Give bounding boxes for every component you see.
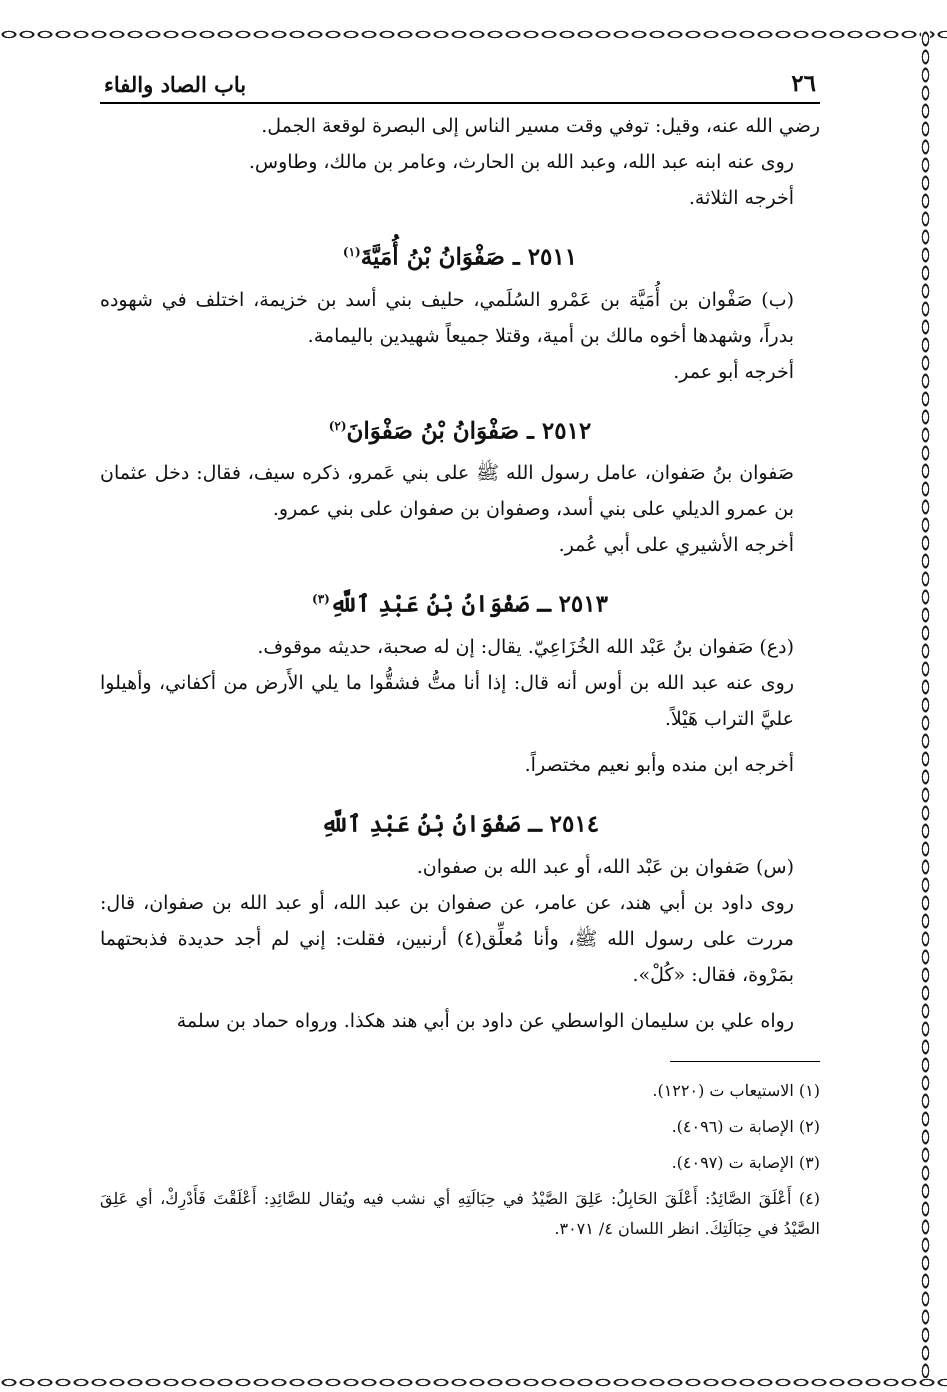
- entry-paragraph: رواه علي بن سليمان الواسطي عن داود بن أبي هند هكذا. ورواه حماد بن سلمة: [176, 1009, 794, 1032]
- entry-title-2511: ٢٥١١ ـ صَفْوَانُ بْنُ أُمَيَّةَ$^{(١)}$: [342, 243, 578, 271]
- footnote: (٢) الإصابة ت (٤٠٩٦).: [671, 1116, 820, 1136]
- intro-line: رضي الله عنه، وقيل: توفي وقت مسير الناس إلى البصرة لوقعة الجمل.: [261, 115, 820, 137]
- footnote: (٣) الإصابة ت (٤٠٩٧).: [671, 1152, 820, 1172]
- footnote: (٤) أَعْلَقَ الصَّائِدُ: أَعْلَقَ الحَابِلُ: عَلِقَ الصَّيْدُ في حِبَالَتِهِ أي نشب فيه ويُقال للصَّائِدِ: أَعْلَقْتَ فَأَدْرِكْ، أي عَلِقَ الصَّيْدُ في حِبَالَتِكَ. انظر اللسان ٤/ ٣٠٧١.: [100, 1188, 821, 1238]
- entry-paragraph: روى عنه عبد الله بن أوس أنه قال: إذا أنا متُّ فشقُّوا ما يلي الأَرض من أكفاني، وأهيلوا عليَّ التراب هَيْلاً.: [100, 671, 794, 730]
- entry-title-2513: ٢٥١٣ ـ صَفْوَانُ بْنُ عَبْدِ ٱللَّهِ$^{(٣)}$: [312, 590, 608, 618]
- footnote: (١) الاستيعاب ت (١٢٢٠).: [652, 1080, 820, 1100]
- intro-line: روى عنه ابنه عبد الله، وعبد الله بن الحارث، وعامر بن مالك، وطاوس.: [248, 151, 794, 173]
- chapter-title: باب الصاد والفاء: [104, 72, 247, 97]
- decorative-border-bottom: [0, 1378, 947, 1387]
- entry-paragraph: روى داود بن أبي هند، عن عامر، عن صفوان بن عبد الله، أو عبد الله بن صفوان، قال: مررت على رسول الله ﷺ، وأنا مُعلِّق(٤) أرنبين، فقلت: إني لم أجد حديدة فذبحتهما بمَرْوة، فقال: «كُلْ».: [100, 891, 794, 986]
- entry-title-2514: ٢٥١٤ ـ صَفْوَانُ بْنُ عَبْدِ ٱللَّهِ: [320, 810, 600, 838]
- entry-paragraph: أخرجه ابن منده وأبو نعيم مختصراً.: [524, 753, 794, 776]
- entry-paragraph: (ب) صَفْوان بن أُمَيَّة بن عَمْرو السُلَمي، حليف بني أسد بن خزيمة، اختلف في شهوده بدراً، وشهدها أخوه مالك بن أمية، وقتلا جميعاً شهيدين باليمامة.: [100, 288, 794, 347]
- entry-paragraph: (س) صَفوان بن عَبْد الله، أو عبد الله بن صفوان.: [416, 855, 794, 878]
- decorative-border-right: [921, 30, 930, 1387]
- entry-paragraph: صَفوان بنُ صَفوان، عامل رسول الله ﷺ على بني عَمرو، ذكره سيف، فقال: دخل عثمان بن عمرو الديلي على بني أسد، وصفوان بن صفوان على بني عمرو.: [100, 462, 794, 521]
- page-number: ٢٦: [791, 70, 816, 97]
- decorative-border-top: [0, 30, 947, 39]
- page: [100, 70, 820, 1250]
- entry-paragraph: (دع) صَفوان بنُ عَبْد الله الخُزَاعِيّ. يقال: إن له صحبة، حديثه موقوف.: [257, 635, 794, 658]
- entry-paragraph: أخرجه أبو عمر.: [673, 360, 794, 383]
- running-header: [100, 70, 820, 102]
- main-text: [100, 108, 820, 1039]
- entry-paragraph: أخرجه الأشيري على أبي عُمر.: [558, 534, 794, 557]
- footnotes: [100, 1076, 820, 1244]
- intro-line: أخرجه الثلاثة.: [688, 187, 794, 209]
- footnote-separator: [670, 1061, 820, 1062]
- entry-title-2512: ٢٥١٢ ـ صَفْوَانُ بْنُ صَفْوَانَ$^{(٢)}$: [328, 417, 592, 445]
- header-rule: [100, 102, 820, 104]
